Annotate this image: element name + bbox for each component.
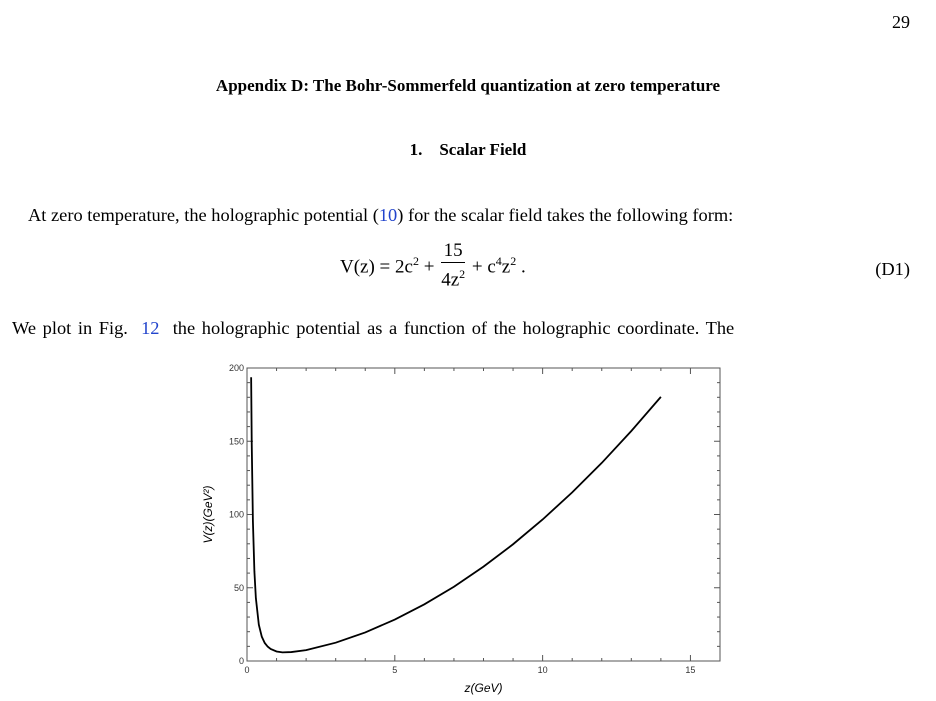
section-title [0,140,936,160]
potential-plot [190,360,750,700]
potential-curve [251,377,661,652]
y-tick-label: 100 [228,509,244,520]
equation-fraction [441,240,465,291]
axis-tick-labels [229,363,695,675]
section-name: Scalar Field [439,140,527,159]
y-tick-label: 200 [228,363,244,373]
equation-lhs: $V(z) = 2c^2$ + [340,253,440,277]
fraction-numerator: 15 [441,240,465,263]
y-axis-label: V(z)(GeV²) [201,485,215,544]
y-tick-label: 150 [228,436,244,447]
y-tick-label: 0 [238,656,244,666]
figure-ref-link[interactable]: 12 [141,318,160,338]
equation-rhs: + $c^4z^2$ . [471,253,526,277]
paragraph-1-text-a: At zero temperature, the holographic potential ( [28,205,379,225]
x-axis-label: z(GeV) [464,681,503,695]
plot-frame [247,368,720,661]
equation-ref-link[interactable]: 10 [378,205,398,225]
appendix-title: Appendix D: The Bohr-Sommerfeld quantization at zero temperature [215,76,721,95]
page-number: 29 [892,12,910,32]
fraction-denominator: $4z^2$ [441,267,466,291]
paragraph-1-text-b: ) for the scalar field takes the following form: [397,205,734,225]
paragraph-2 [12,318,734,339]
x-tick-label: 0 [244,665,250,675]
paragraph-1 [28,205,733,226]
equation-number: (D1) [875,259,910,279]
y-tick-label: 50 [233,582,244,593]
paragraph-2-text-a: We plot in Fig. [12,318,128,338]
x-tick-label: 10 [537,665,548,675]
section-number: 1. [409,140,423,159]
paragraph-2-text-b: the holographic potential as a function of the holographic coordinate. The [172,318,735,338]
axis-ticks [247,368,720,661]
x-tick-label: 5 [392,665,398,675]
equation-d1 [340,240,526,291]
x-tick-label: 15 [685,665,696,675]
